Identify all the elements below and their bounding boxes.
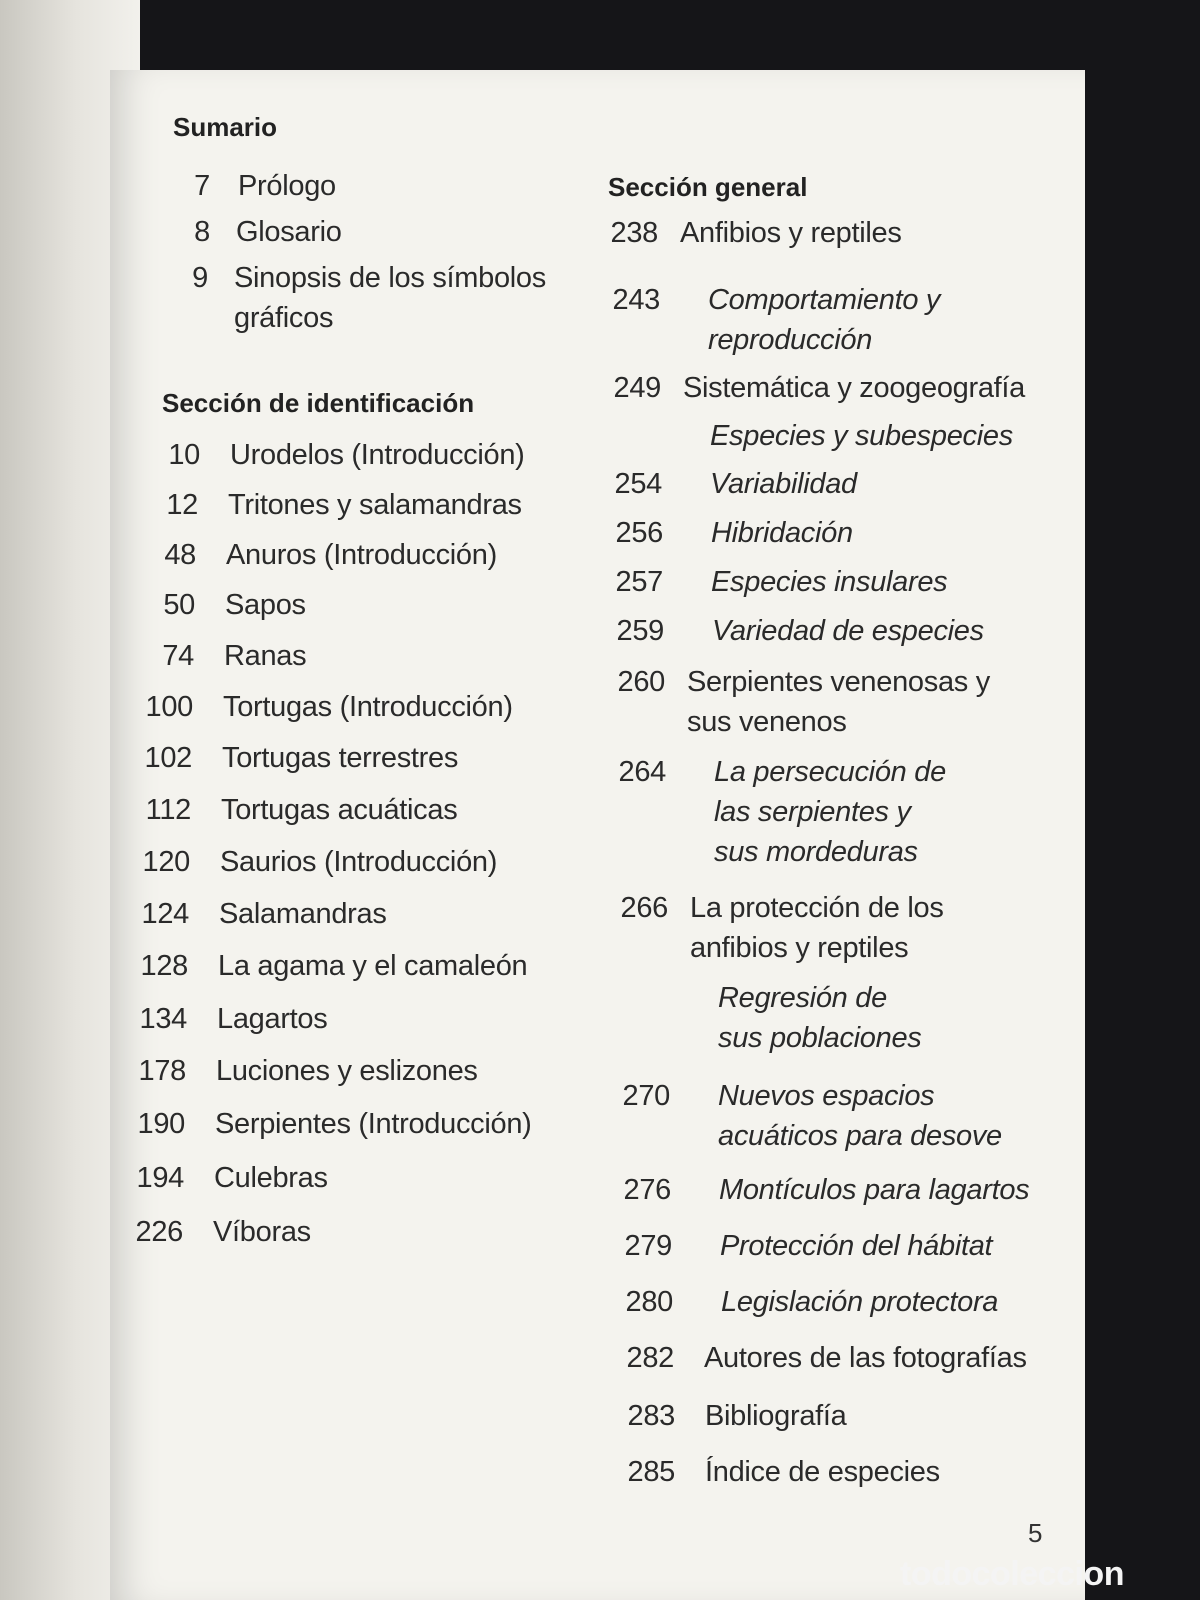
toc-page-number: 257 [615,566,663,598]
toc-entry [135,1104,585,1144]
toc-page-number: 7 [194,170,210,202]
toc-page-number: 243 [612,284,660,316]
toc-label: Lagartos [217,1003,328,1035]
toc-page-number: 194 [136,1162,184,1194]
toc-page-number: 285 [627,1456,675,1488]
toc-label: Prólogo [238,170,336,202]
toc-page-number: 266 [620,892,668,924]
toc-page-number: 50 [163,589,195,621]
toc-label: Tortugas acuáticas [221,794,458,826]
toc-label: Tritones y salamandras [228,489,522,521]
toc-page-number: 270 [622,1080,670,1112]
toc-label: Luciones y eslizones [216,1055,478,1087]
toc-label: Anuros (Introducción) [226,539,497,571]
toc-label: Regresión de sus poblaciones [718,982,922,1054]
toc-entry [142,738,582,778]
toc-entry [610,213,1030,253]
page-title: Sumario [173,112,278,142]
watermark-logo: todocoleccion [900,1555,1124,1593]
toc-page-number: 238 [610,217,658,249]
toc-page-number: 249 [613,372,661,404]
toc-entry [615,513,1035,553]
toc-page-number: 10 [168,439,200,471]
toc-entry [617,662,1007,742]
toc-entry [622,1076,1042,1156]
toc-label: Protección del hábitat [720,1230,993,1262]
toc-page-number: 124 [141,898,189,930]
toc-label: Víboras [213,1216,311,1248]
toc-page-number: 280 [625,1286,673,1318]
toc-label: Hibridación [711,517,853,549]
toc-label: La protección de los anfibios y reptiles [690,892,944,964]
toc-entry [620,888,1030,968]
toc-entry [146,535,576,575]
toc-entry [178,258,558,338]
toc-label: Sapos [225,589,306,621]
toc-page-number: 12 [166,489,198,521]
toc-label: Culebras [214,1162,328,1194]
toc-page-number: 120 [142,846,190,878]
toc-entry [180,166,540,206]
toc-entry [148,485,578,525]
toc-page-number: 112 [145,794,191,826]
toc-entry [133,1212,573,1252]
toc-entry [136,1051,576,1091]
toc-label: Bibliografía [705,1400,847,1432]
toc-label: Nuevos espacios acuáticos para desove [718,1080,1002,1152]
toc-entry [140,842,580,882]
toc-label: Especies insulares [711,566,948,598]
toc-label: Índice de especies [705,1456,940,1488]
toc-label: La persecución de las serpientes y sus mordeduras [714,756,946,868]
toc-entry [616,611,1036,651]
toc-label: Salamandras [219,898,387,930]
toc-page-number: 279 [624,1230,672,1262]
toc-label: Glosario [236,216,342,248]
toc-page-number: 9 [192,262,208,294]
page-number: 5 [1028,1518,1043,1548]
toc-page-number: 259 [616,615,664,647]
toc-entry [180,212,540,252]
toc-entry [139,894,579,934]
toc-label: Variedad de especies [712,615,984,647]
toc-entry [614,464,1034,504]
toc-page-number: 102 [144,742,192,774]
toc-entry [145,585,575,625]
toc-label: Sistemática y zoogeografía [683,372,1025,404]
toc-entry [622,978,932,1058]
toc-entry [137,999,577,1039]
toc-label: Comportamiento y reproducción [708,284,941,356]
toc-entry [625,1282,1045,1322]
toc-entry [141,790,581,830]
toc-entry [614,416,1034,456]
toc-entry [613,368,1043,408]
toc-page-number: 128 [140,950,188,982]
toc-page-number: 74 [162,640,194,672]
toc-label: Variabilidad [710,468,857,500]
toc-page-number: 48 [164,539,196,571]
toc-page-number: 260 [617,666,665,698]
toc-entry [144,636,574,676]
toc-label: Serpientes venenosas y sus venenos [687,666,990,738]
toc-label: Serpientes (Introducción) [215,1108,532,1140]
toc-page-number: 178 [138,1055,186,1087]
toc-entry [143,687,583,727]
toc-label: Sinopsis de los símbolos gráficos [234,262,546,334]
toc-label: Tortugas (Introducción) [223,691,513,723]
toc-label: Especies y subespecies [710,420,1013,452]
toc-entry [624,1226,1044,1266]
toc-page-number: 254 [614,468,662,500]
toc-label: Montículos para lagartos [719,1174,1030,1206]
toc-entry [627,1396,1047,1436]
toc-label: Legislación protectora [721,1286,999,1318]
toc-label: Anfibios y reptiles [680,217,902,249]
toc-entry [618,752,958,872]
toc-page-number: 264 [618,756,666,788]
toc-label: Autores de las fotografías [704,1342,1027,1374]
toc-label: Ranas [224,640,307,672]
toc-entry [150,435,580,475]
toc-page-number: 8 [194,216,210,248]
toc-label: Tortugas terrestres [222,742,459,774]
toc-entry [138,946,578,986]
toc-entry [612,280,942,360]
section-title-identification: Sección de identificación [162,388,475,418]
section-title-general: Sección general [608,172,808,202]
toc-page-number: 226 [135,1216,183,1248]
toc-entry [626,1338,1046,1378]
toc-page-number: 282 [626,1342,674,1374]
toc-entry [627,1452,1047,1492]
toc-page-number: 100 [145,691,193,723]
toc-label: Saurios (Introducción) [220,846,498,878]
toc-page-number: 134 [139,1003,187,1035]
toc-entry [134,1158,574,1198]
toc-page-number: 256 [615,517,663,549]
toc-label: La agama y el camaleón [218,950,528,982]
toc-page-number: 276 [623,1174,671,1206]
toc-entry [623,1170,1043,1210]
toc-label: Urodelos (Introducción) [230,439,525,471]
toc-page-number: 190 [137,1108,185,1140]
toc-entry [615,562,1035,602]
toc-page-number: 283 [627,1400,675,1432]
